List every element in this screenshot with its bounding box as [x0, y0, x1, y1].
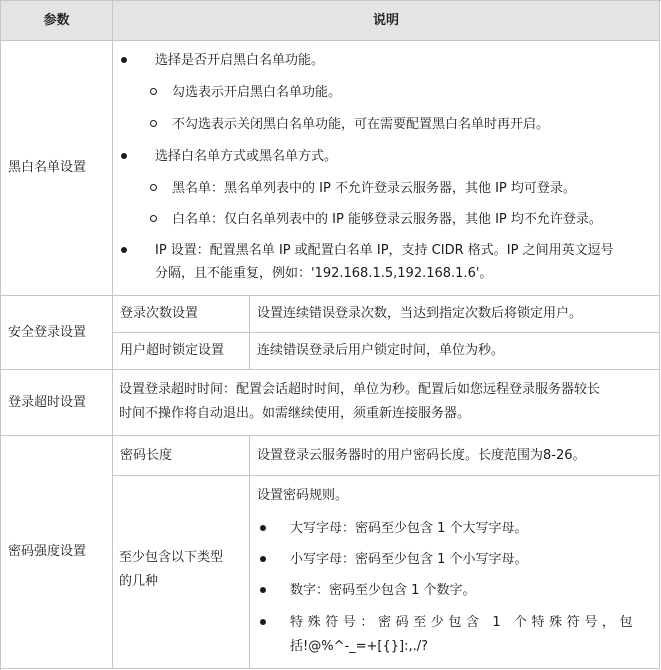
list-item-text: 分隔，且不能重复，例如：'192.168.1.5,192.168.1.6'。	[155, 266, 493, 281]
header-description: 说明	[113, 1, 660, 41]
sub-param-password-types	[113, 476, 250, 669]
desc-password-length: 设置登录云服务器时的用户密码长度。长度范围为8-26。	[250, 436, 660, 476]
param-login-timeout: 登录超时设置	[1, 370, 113, 436]
circle-bullet-icon	[150, 184, 157, 191]
list-item-text: 括!@%^-_=+[{}]:,./?	[290, 639, 429, 654]
desc-line: 设置登录超时时间：配置会话超时时间，单位为秒。配置后如您远程登录服务器较长	[119, 382, 601, 397]
bullet-icon	[121, 153, 127, 159]
sub-param-line: 至少包含以下类型	[119, 550, 224, 565]
sub-param-line: 的几种	[119, 574, 159, 589]
list-item-text: 白名单：仅白名单列表中的 IP 能够登录云服务器，其他 IP 均不允许登录。	[172, 212, 602, 227]
bullet-icon	[260, 587, 266, 593]
list-item-text: IP 设置：配置黑名单 IP 或配置白名单 IP，支持 CIDR 格式。IP 之间用英文逗号	[155, 243, 614, 258]
list-item-text: 大写字母：密码至少包含 1 个大写字母。	[290, 521, 528, 536]
bullet-icon	[260, 525, 266, 531]
sub-param-user-lock-timeout: 用户超时锁定设置	[113, 333, 250, 370]
list-item-text: 不勾选表示关闭黑白名单功能，可在需要配置黑白名单时再开启。	[172, 117, 550, 132]
rules-title: 设置密码规则。	[257, 488, 349, 503]
desc-password-rules	[250, 476, 660, 669]
list-item-text: 数字：密码至少包含 1 个数字。	[290, 583, 476, 598]
bullet-icon	[121, 247, 127, 253]
bullet-icon	[260, 556, 266, 562]
circle-bullet-icon	[150, 88, 157, 95]
bullet-icon	[121, 57, 127, 63]
bullet-icon	[260, 619, 266, 625]
sub-param-password-length: 密码长度	[113, 436, 250, 476]
desc-user-lock-timeout: 连续错误登录后用户锁定时间，单位为秒。	[250, 333, 660, 370]
header-param: 参数	[1, 1, 113, 41]
param-blacklist: 黑白名单设置	[1, 41, 113, 296]
desc-login-timeout	[113, 370, 660, 436]
desc-blacklist	[113, 41, 660, 296]
list-item-text: 勾选表示开启黑白名单功能。	[172, 85, 342, 100]
param-password-strength: 密码强度设置	[1, 436, 113, 669]
param-secure-login: 安全登录设置	[1, 296, 113, 370]
desc-line: 时间不操作将自动退出。如需继续使用，须重新连接服务器。	[119, 406, 471, 421]
circle-bullet-icon	[150, 120, 157, 127]
list-item-text: 小写字母：密码至少包含 1 个小写字母。	[290, 552, 528, 567]
circle-bullet-icon	[150, 215, 157, 222]
list-item-text: 特殊符号：密码至少包含 1 个特殊符号，包	[290, 615, 638, 630]
list-item-text: 黑名单：黑名单列表中的 IP 不允许登录云服务器，其他 IP 均可登录。	[172, 181, 576, 196]
desc-login-attempts: 设置连续错误登录次数，当达到指定次数后将锁定用户。	[250, 296, 660, 333]
list-item-text: 选择是否开启黑白名单功能。	[155, 53, 325, 68]
list-item-text: 选择白名单方式或黑名单方式。	[155, 149, 338, 164]
sub-param-login-attempts: 登录次数设置	[113, 296, 250, 333]
